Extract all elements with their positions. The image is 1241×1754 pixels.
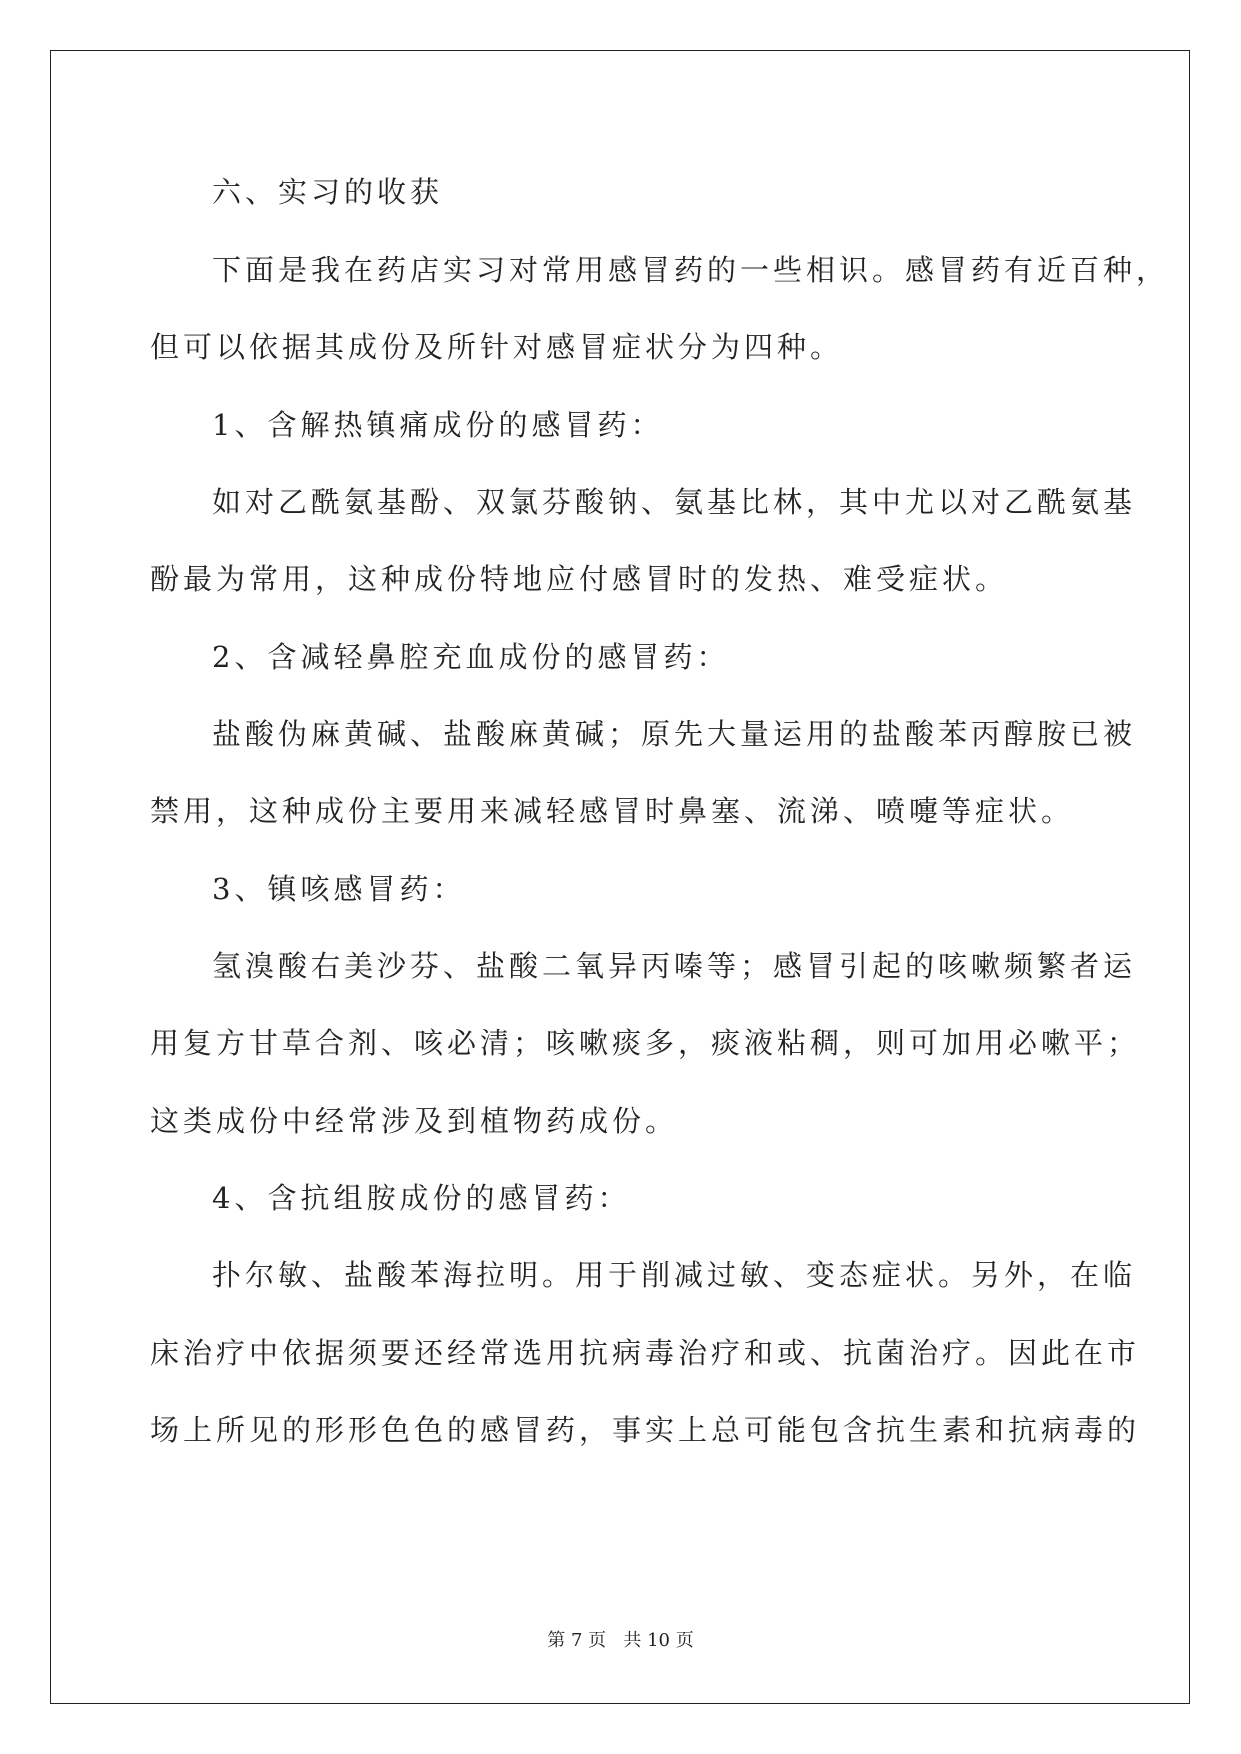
section-heading: 六、实习的收获 (212, 175, 444, 209)
paragraph-line: 扑尔敏、盐酸苯海拉明。用于削减过敏、变态症状。另外，在临 (212, 1258, 1137, 1292)
paragraph-line: 床治疗中依据须要还经常选用抗病毒治疗和或、抗菌治疗。因此在市 (150, 1336, 1141, 1370)
paragraph-line: 但可以依据其成份及所针对感冒症状分为四种。 (150, 330, 844, 364)
subheading: 1、含解热镇痛成份的感冒药： (212, 408, 664, 442)
paragraph-line: 如对乙酰氨基酚、双氯芬酸钠、氨基比林，其中尤以对乙酰氨基 (212, 485, 1137, 519)
paragraph-line: 禁用，这种成份主要用来减轻感冒时鼻塞、流涕、喷嚏等症状。 (150, 794, 1075, 828)
paragraph-line: 盐酸伪麻黄碱、盐酸麻黄碱；原先大量运用的盐酸苯丙醇胺已被 (212, 717, 1137, 751)
subheading: 3、镇咳感冒药： (212, 872, 466, 906)
subheading: 4、含抗组胺成份的感冒药： (212, 1181, 631, 1215)
paragraph-line: 下面是我在药店实习对常用感冒药的一些相识。感冒药有近百种， (212, 253, 1170, 287)
paragraph-line: 酚最为常用，这种成份特地应付感冒时的发热、难受症状。 (150, 562, 1009, 596)
subheading: 2、含减轻鼻腔充血成份的感冒药： (212, 640, 730, 674)
page-number-footer: 第 7 页 共 10 页 (547, 1630, 694, 1651)
paragraph-line: 这类成份中经常涉及到植物药成份。 (150, 1104, 679, 1138)
paragraph-line: 场上所见的形形色色的感冒药，事实上总可能包含抗生素和抗病毒的 (150, 1413, 1141, 1447)
paragraph-line: 用复方甘草合剂、咳必清；咳嗽痰多，痰液粘稠，则可加用必嗽平； (150, 1026, 1141, 1060)
paragraph-line: 氢溴酸右美沙芬、盐酸二氧异丙嗪等；感冒引起的咳嗽频繁者运 (212, 949, 1137, 983)
